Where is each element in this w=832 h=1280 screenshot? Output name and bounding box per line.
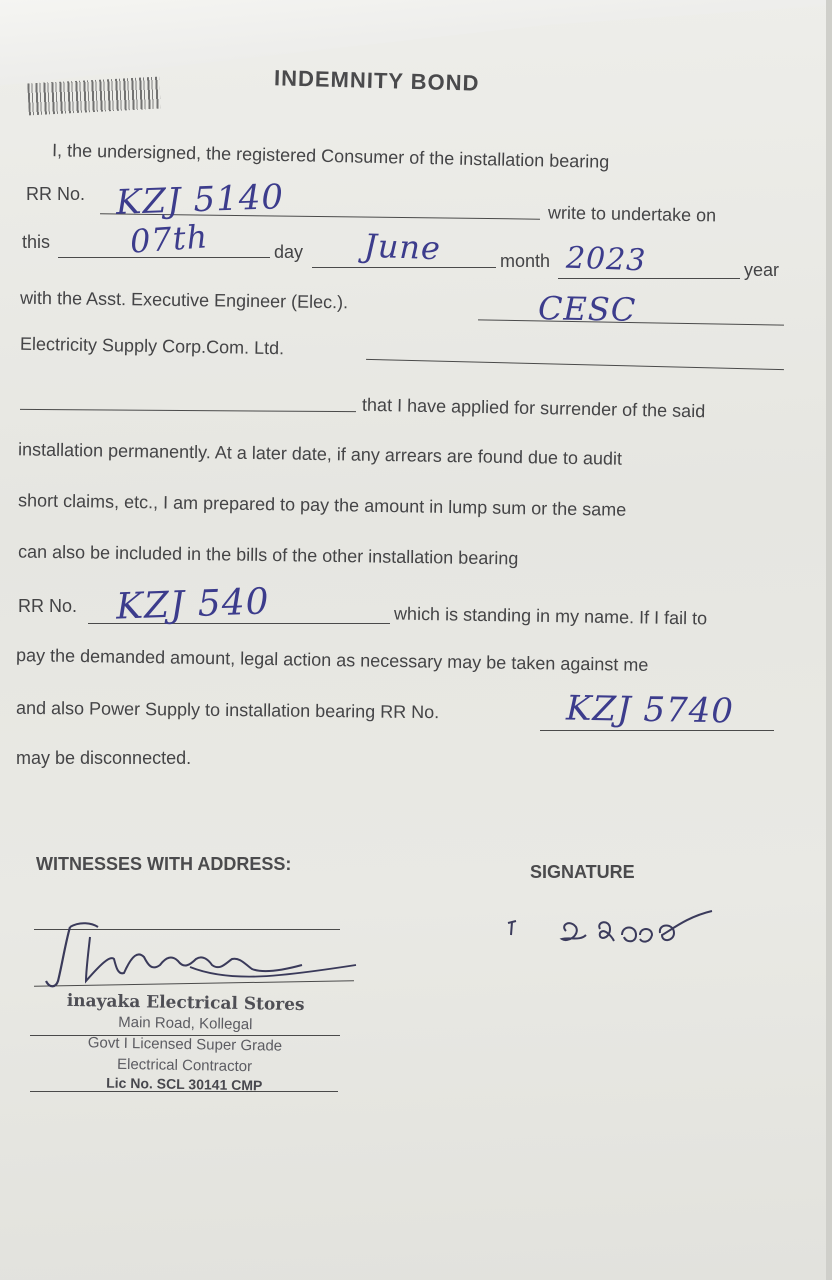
para-line-6: may be disconnected. (16, 748, 192, 768)
esc-text: Electricity Supply Corp.Com. Ltd. (19, 333, 285, 359)
handwritten-rr-no-1: KZJ 5140 (115, 177, 285, 223)
barcode-strip (27, 77, 160, 116)
stamp-license: Govt I Licensed Super Grade (87, 1034, 283, 1055)
para-line-4: pay the demanded amount, legal action as necessary may be taken against me (15, 645, 649, 675)
write-to-undertake: write to undertake on (547, 202, 717, 226)
handwritten-rr-no-2: KZJ 540 (115, 581, 271, 628)
page-edge (826, 0, 832, 1280)
rr-no-label-2: RR No. (18, 596, 78, 616)
day-label: day (274, 242, 304, 262)
witnesses-heading: WITNESSES WITH ADDRESS: (36, 854, 292, 874)
applied-surrender-text: that I have applied for surrender of the said (361, 394, 706, 422)
para-line-3: can also be included in the bills of the other installation bearing (17, 541, 519, 569)
consumer-signature (500, 905, 740, 955)
month-line (312, 267, 496, 268)
para1-line1: I, the undersigned, the registered Consumer of the installation bearing (51, 140, 610, 172)
aee-text: with the Asst. Executive Engineer (Elec.). (19, 287, 349, 313)
rr-no-label-1: RR No. (26, 184, 86, 204)
this-label: this (22, 232, 51, 252)
month-label: month (500, 251, 551, 271)
year-label: year (744, 260, 780, 280)
handwritten-rr-no-3: KZJ 5740 (565, 688, 735, 732)
stamp-role: Electrical Contractor (116, 1055, 253, 1076)
witness-signature (40, 915, 360, 995)
handwritten-year: 2023 (565, 240, 647, 279)
stamp-lic-no: Lic No. SCL 30141 CMP (106, 1074, 263, 1094)
signature-heading: SIGNATURE (530, 862, 635, 882)
blank-line (20, 409, 356, 412)
para-line-2: short claims, etc., I am prepared to pay the amount in lump sum or the same (17, 490, 627, 520)
para-line-1: installation permanently. At a later date, if any arrears are found due to audit (17, 439, 623, 469)
standing-text: which is standing in my name. If I fail to (393, 603, 708, 629)
handwritten-office: CESC (537, 289, 637, 329)
stamp-address: Main Road, Kollegal (118, 1013, 253, 1034)
contractor-stamp (29, 990, 341, 1094)
para-line-5: and also Power Supply to installation bearing RR No. (15, 697, 440, 723)
handwritten-day: 07th (128, 217, 210, 261)
year-line (558, 278, 740, 279)
document-title: INDEMNITY BOND (273, 65, 480, 96)
stamp-name: inayaka Electrical Stores (66, 990, 305, 1016)
esc-line (366, 359, 784, 370)
handwritten-month: June (363, 226, 442, 268)
